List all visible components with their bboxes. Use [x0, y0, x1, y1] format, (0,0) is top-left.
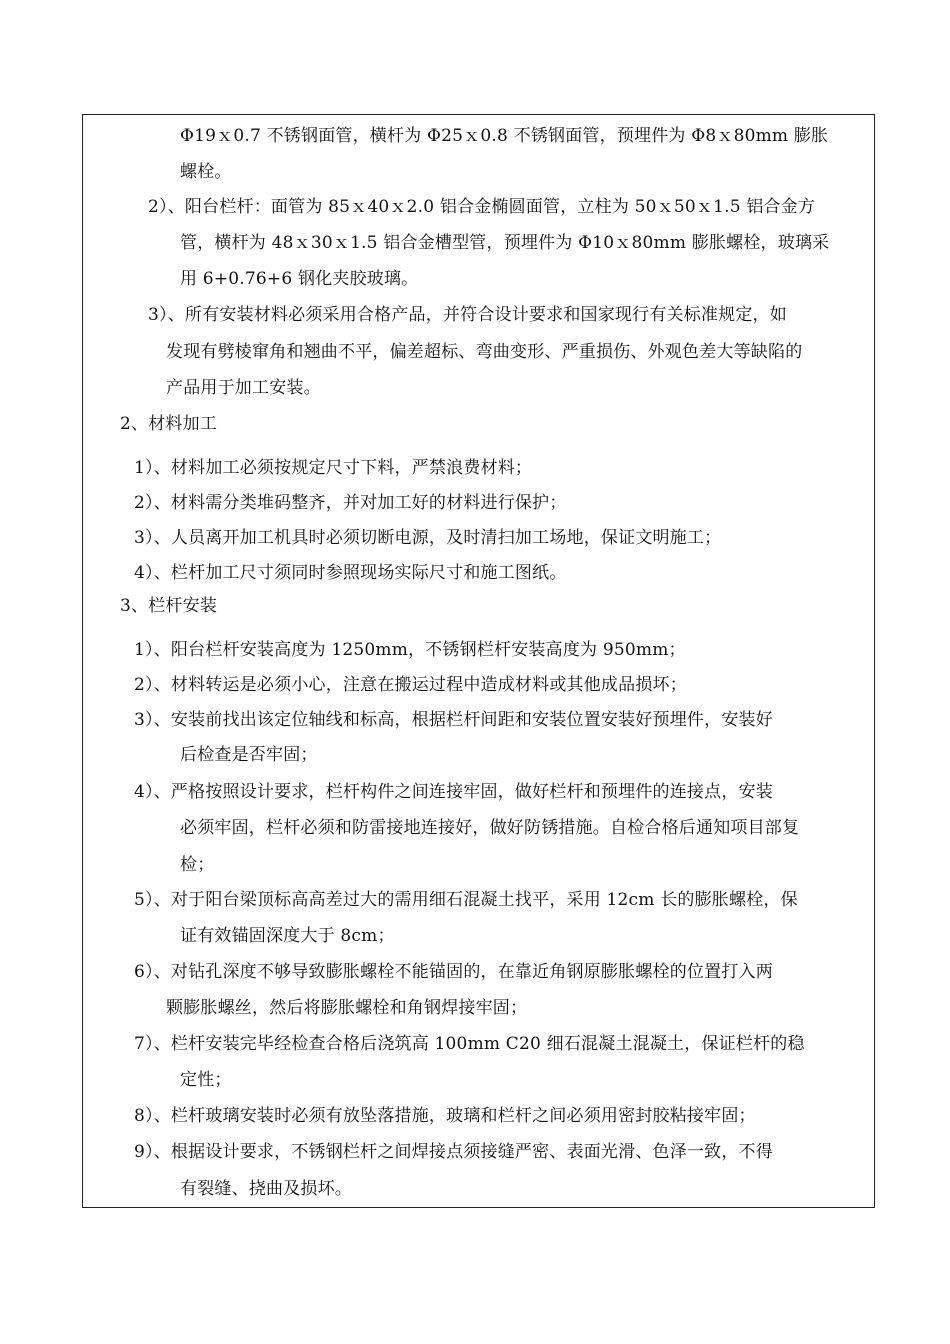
text-line-28: 8）、栏杆玻璃安装时必须有放坠落措施，玻璃和栏杆之间必须用密封胶粘接牢固； — [134, 1106, 756, 1126]
text-line-10: 1）、材料加工必须按规定尺寸下料，严禁浪费材料； — [134, 458, 533, 478]
text-line-30: 有裂缝、挠曲及损坏。 — [180, 1179, 352, 1199]
text-line-4: 管，横杆为 48ｘ30ｘ1.5 铝合金槽型管，预埋件为 Φ10ｘ80mm 膨胀螺栓，玻璃采 — [180, 233, 830, 253]
text-line-27: 定性； — [180, 1070, 232, 1090]
text-line-20: 必须牢固，栏杆必须和防雷接地连接好，做好防锈措施。自检合格后通知项目部复 — [180, 818, 800, 838]
section-heading-materials-processing: 2、材料加工 — [120, 414, 218, 434]
text-line-11: 2）、材料需分类堆码整齐，并对加工好的材料进行保护； — [134, 493, 567, 513]
text-line-19: 4）、严格按照设计要求，栏杆构件之间连接牢固，做好栏杆和预埋件的连接点，安装 — [134, 782, 773, 802]
text-line-21: 检； — [180, 855, 215, 875]
text-line-24: 6）、对钻孔深度不够导致膨胀螺栓不能锚固的，在靠近角钢原膨胀螺栓的位置打入两 — [134, 962, 773, 982]
text-line-22: 5）、对于阳台梁顶标高高差过大的需用细石混凝土找平，采用 12cm 长的膨胀螺栓，保 — [134, 890, 798, 910]
text-line-7: 发现有劈棱窜角和翘曲不平，偏差超标、弯曲变形、严重损伤、外观色差大等缺陷的 — [166, 342, 803, 362]
text-line-6: 3）、所有安装材料必须采用合格产品，并符合设计要求和国家现行有关标准规定，如 — [148, 305, 787, 325]
text-line-2: 螺栓。 — [180, 162, 232, 182]
text-line-16: 2）、材料转运是必须小心，注意在搬运过程中造成材料或其他成品损坏； — [134, 675, 687, 695]
text-line-15: 1）、阳台栏杆安装高度为 1250mm，不锈钢栏杆安装高度为 950mm； — [134, 640, 686, 660]
text-line-17: 3）、安装前找出该定位轴线和标高，根据栏杆间距和安装位置安装好预埋件，安装好 — [134, 710, 773, 730]
text-line-26: 7）、栏杆安装完毕经检查合格后浇筑高 100mm C20 细石混凝土混凝土，保证栏杆的稳 — [134, 1034, 805, 1054]
text-line-5: 用 6+0.76+6 钢化夹胶玻璃。 — [180, 269, 419, 289]
text-line-23: 证有效锚固深度大于 8cm； — [180, 926, 395, 946]
text-line-25: 颗膨胀螺丝，然后将膨胀螺栓和角钢焊接牢固； — [166, 998, 528, 1018]
text-line-12: 3）、人员离开加工机具时必须切断电源，及时清扫加工场地，保证文明施工； — [134, 528, 722, 548]
text-line-13: 4）、栏杆加工尺寸须同时参照现场实际尺寸和施工图纸。 — [134, 563, 567, 583]
text-line-29: 9）、根据设计要求，不锈钢栏杆之间焊接点须接缝严密、表面光滑、色泽一致，不得 — [134, 1142, 773, 1162]
text-line-1: Φ19ｘ0.7 不锈钢面管，横杆为 Φ25ｘ0.8 不锈钢面管，预埋件为 Φ8ｘ80mm 膨胀 — [180, 126, 829, 146]
section-heading-railing-installation: 3、栏杆安装 — [120, 596, 218, 616]
text-line-18: 后检查是否牢固； — [180, 745, 318, 765]
text-line-8: 产品用于加工安装。 — [166, 378, 321, 398]
text-line-3: 2）、阳台栏杆：面管为 85ｘ40ｘ2.0 铝合金椭圆面管，立柱为 50ｘ50ｘ1.5 铝合金方 — [148, 197, 816, 217]
